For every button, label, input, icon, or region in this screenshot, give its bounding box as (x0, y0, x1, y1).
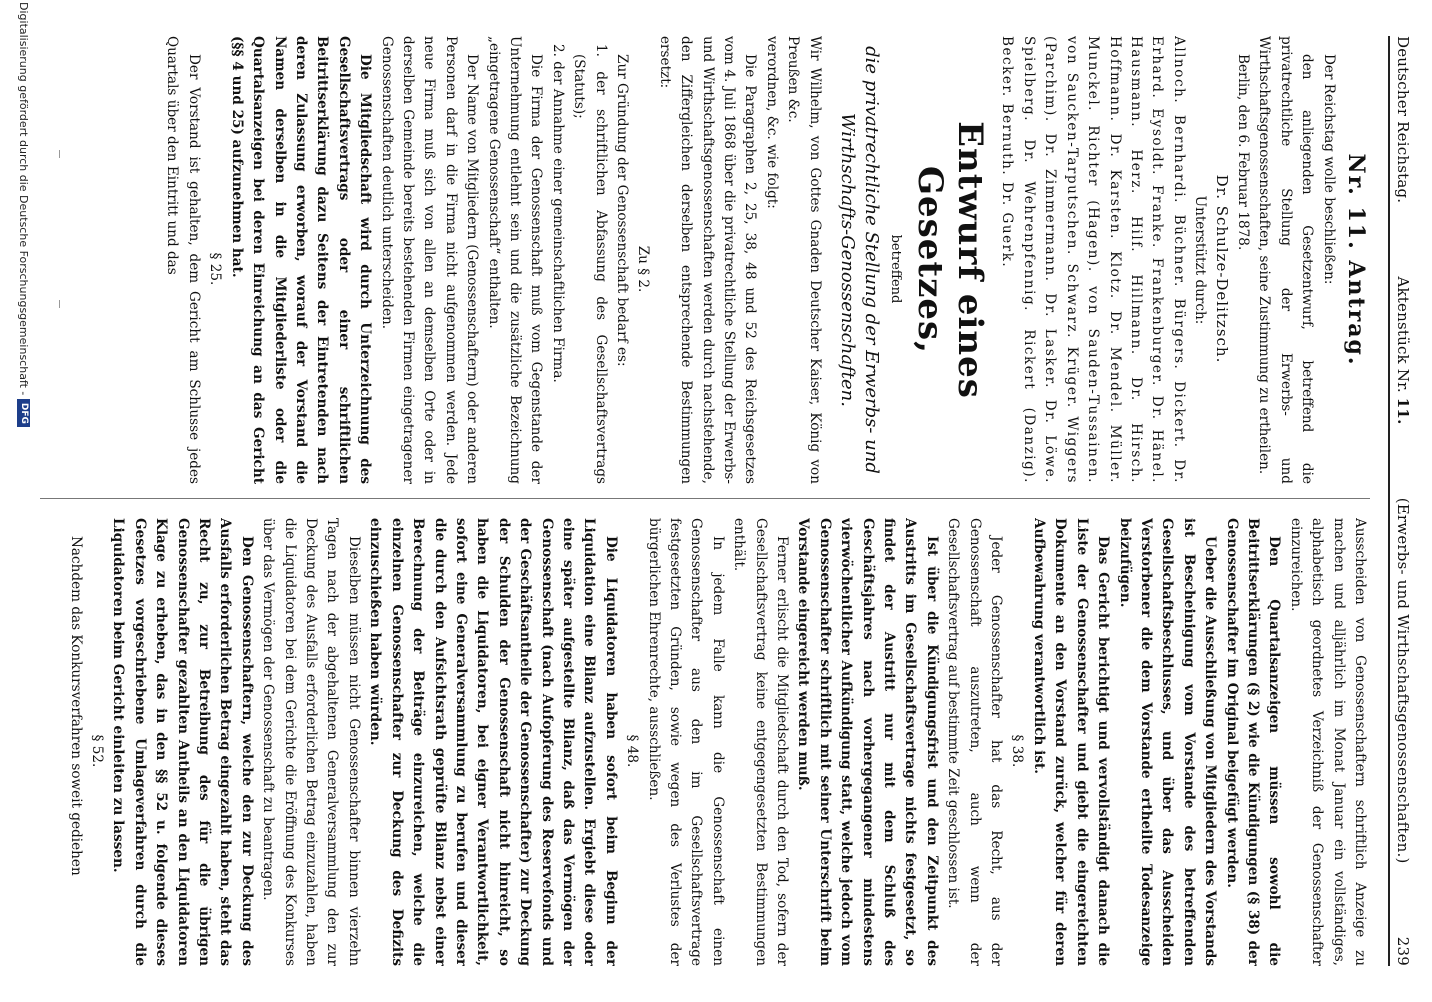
bill-subject: die privatrechtliche Stellung der Erwerbs- und Wirthschafts-Genossenschaften. (836, 46, 882, 474)
section-48-paragraph-2: Dieselben müssen nicht Genossenschafter binnen vierzehn Tagen nach der abgehaltenen Generalversammlung den zur Deckung des Ausfalls erforderlichen Betrag einzuzahlen, haben die Liquidatoren bei dem Gerichte die Eröffnung des Konkurses über das Vermögen der Genossenschaft zu beantragen. (260, 518, 362, 966)
document-heading (1343, 36, 1369, 484)
section-38-title: § 38. (1009, 734, 1026, 768)
mover-name: Dr. Schulze-Delitzsch. (1212, 174, 1231, 364)
section-25-continued: Ausscheiden von Genossenschaftern schriftlich Anzeige zu machen und alljährlich im Monat Januar ein vollständiges, alphabetisch geordnetes Verzeichniß der Genossenschafter einzureichen. (1287, 518, 1368, 966)
section-2-item-2: 2. der Annahme einer gemeinschaftlichen Firma. (549, 44, 566, 383)
section-2-paragraph-2: Der Name von Mitgliedern (Genossenschaftern) oder anderen Personen darf in die Firma nicht aufgenommen werden. Jede neue Firma muß sich von allen an demselben Orte oder in derselben Gemeinde bereits bestehenden Firmen eingetragener Genossenschaften deutlich unterscheiden. (378, 36, 481, 484)
motion-intro: Der Reichstag wolle beschließen: (1320, 54, 1337, 285)
column-divider (40, 498, 1370, 499)
section-38-paragraph-2: Ist über die Kündigungsfrist und den Zeitpunkt des Austritts im Gesellschaftsvertrage nichts festgesetzt, so findet der Austritt nur mit dem Schluß des Geschäftsjahres nach vorhergegangener mindestens vierwöchentlicher Aufkündigung statt, welche jedoch vom Genossenschafter schriftlich mit seiner Unterschrift beim Vorstande eingereicht werden muß. (795, 518, 940, 966)
section-2-title: Zu § 2. (635, 245, 652, 293)
document-label: Antrag. (1343, 260, 1369, 367)
supporters-list: Allnoch. Bernhardi. Büchner. Bürgers. Dickert. Dr. Erhard. Eysoldt. Franke. Frankenburger. Dr. Hänel. Hausmann. Herz. Hilf. Hillmann. Dr. Hirsch. Hoffmann. Dr. Karsten. Klotz. Dr. Mendel. Müller. Munckel. Richter (Hagen). von Sauden-Tussainen. von Saucken-Tarputschen. Schwarz. Krüger. Wiggers (Parchim). Dr. Zimmermann. Dr. Lasker. Dr. Löwe. Spielberg. Dr. Wehrenpfennig. Rickert (Danzig). Becker. Bernuth. Dr. Guerk. (999, 36, 1187, 484)
right-column (40, 518, 1370, 966)
section-25-title: § 25. (207, 252, 224, 286)
dfg-logo: DFG (17, 399, 30, 427)
enacting-clause-2: verordnen, &c. wie folgt: (763, 36, 780, 209)
left-column (40, 36, 1370, 484)
section-52-title: § 52. (89, 734, 106, 768)
running-head-right: (Erwerbs- und Wirthschaftsgenossenschaften.) (1394, 497, 1412, 864)
enacting-clause: Wir Wilhelm, von Gottes Gnaden Deutscher Kaiser, König von Preußen &c. (785, 36, 823, 484)
section-25-paragraph-4: Das Gericht berichtigt und vervollständigt danach die Liste der Genossenschafter und giebt die eingereichten Dokumente an den Vorstand zurück, welcher für deren Aufbewahrung verantwortlich ist. (1030, 518, 1112, 966)
section-25-paragraph-3: Ueber die Ausschließung von Mitgliedern des Vorstands ist Bescheinigung vom Vorstande des betreffenden Gesellschaftsbeschlusses, und über das Ausscheiden Verstorbener die dem Vorstande ertheilte Todesanzeige beizufügen. (1116, 518, 1219, 966)
running-head-center (1394, 276, 1412, 424)
document-number: Nr. 11. (1343, 153, 1369, 251)
motion-date: Berlin, den 6. Februar 1878. (1234, 54, 1251, 251)
bill-concerning: betreffend (888, 234, 904, 304)
section-38-paragraph-4: In jedem Falle kann die Genossenschaft einen Genossenschafter aus den im Gesellschaftsvertrage festgesetzten Gründen, sowie wegen des Verlustes der bürgerlichen Ehrenrechte, ausschließen. (645, 518, 726, 966)
section-38-paragraph-3: Ferner erlischt die Mitgliedschaft durch den Tod, sofern der Gesellschaftsvertrag keine entgegengesetzten Bestimmungen enthält. (731, 518, 791, 966)
section-48-paragraph-1: Die Liquidatoren haben sofort beim Beginn der Liquidation eine Bilanz aufzustellen. Ergiebt diese oder eine später aufgestellte Bilanz, daß das Vermögen der Genossenschaft (nach Aufopferung des Reservefonds und der Geschäftsantheile der Genossenschafter) zur Deckung der Schulden der Genossenschaft nicht hinreicht, so haben die Liquidatoren, bei eigner Verantwortlichkeit, sofort eine Generalversammlung zu berufen und dieser die durch den Aufsichtsrath geprüfte Bilanz nebst einer Berechnung der Beiträge einzureichen, welche die einzelnen Genossenschafter zur Deckung des Defizits einzuschießen haben würden. (367, 518, 619, 966)
scan-mark (59, 300, 60, 308)
running-head-center-prefix: Aktenstück Nr. (1394, 276, 1412, 393)
page-number: 239 (1394, 936, 1412, 966)
digitization-credit (17, 0, 30, 1002)
section-2-item-1: 1. der schriftlichen Abfassung des Gesellschaftsvertrags (Statuts); (571, 44, 609, 484)
article-intro: Die Paragraphen 2, 25, 38, 48 und 52 des Reichsgesetzes vom 4. Juli 1868 über die privatrechtliche Stellung der Erwerbs- und Wirthschaftsgenossenschaften werden durch nachstehende, den Ziffergleichen derselben entsprechende Bestimmungen ersetzt: (656, 36, 759, 484)
bill-title: Entwurf eines Gesetzes, (910, 121, 991, 399)
section-2-intro: Zur Gründung der Genossenschaft bedarf es: (614, 54, 631, 367)
section-25-paragraph-2: Den Quartalsanzeigen müssen sowohl die Beitrittserklärungen (§ 2) wie die Kündigungen (§ 38) der Genossenschafter im Original beigefügt werden. (1223, 518, 1283, 966)
running-head (1388, 36, 1412, 966)
section-2-paragraph-3: Die Mitgliedschaft wird durch Unterzeichnung des Gesellschaftsvertrags oder einer schriftlichen Beitrittserklärung dazu Seitens der Eintretenden nach deren Zulassung erworben, worauf der Vorstand die Namen derselben in die Mitgliederliste oder die Quartalsanzeigen bei deren Einreichung an das Gericht (§§ 4 und 25) aufzunehmen hat. (228, 36, 374, 484)
section-48-paragraph-3: Den Genossenschaftern, welche den zur Deckung des Ausfalls erforderlichen Betrag eingezahlt haben, steht das Recht zu, zur Betreibung des für die übrigen Genossenschafter gezahlten Antheils an den Liquidatoren Klage zu erheben, das in den §§ 52 u. folgende dieses Gesetzes vorgeschriebene Umlageverfahren durch die Liquidatoren beim Gericht einleiten zu lassen. (110, 518, 255, 966)
section-48-title: § 48. (624, 734, 641, 768)
section-52-paragraph-1: Nachdem das Konkursverfahren soweit gediehen (67, 536, 84, 876)
credit-text: Digitalisierung gefördert durch die Deutsche Forschungsgemeinschaft - (17, 2, 30, 396)
scan-mark (59, 150, 60, 158)
running-head-left: Deutscher Reichstag. (1394, 36, 1412, 204)
section-38-paragraph-1: Jeder Genossenschafter hat das Recht, aus der Genossenschaft auszutreten, auch wenn der Gesellschaftsvertrag auf bestimmte Zeit geschlossen ist. (945, 518, 1005, 966)
running-head-number: 11. (1394, 397, 1412, 425)
supporters-label: Unterstützt durch: (1192, 195, 1209, 325)
motion-text: den anliegenden Gesetzentwurf, betreffend die privatrechtliche Stellung der Erwerbs- und Wirthschaftsgenossenschaften, seine Zustimmung zu ertheilen. (1256, 36, 1316, 484)
section-2-paragraph-1: Die Firma der Genossenschaft muß vom Gegenstande der Unternehmung entlehnt sein und die zusätzliche Bezeichnung „eingetragene Genossenschaft“ enthalten. (485, 36, 545, 484)
section-25-paragraph-1: Der Vorstand ist gehalten, dem Gericht am Schlusse jedes Quartals über den Eintritt und das (164, 36, 202, 484)
